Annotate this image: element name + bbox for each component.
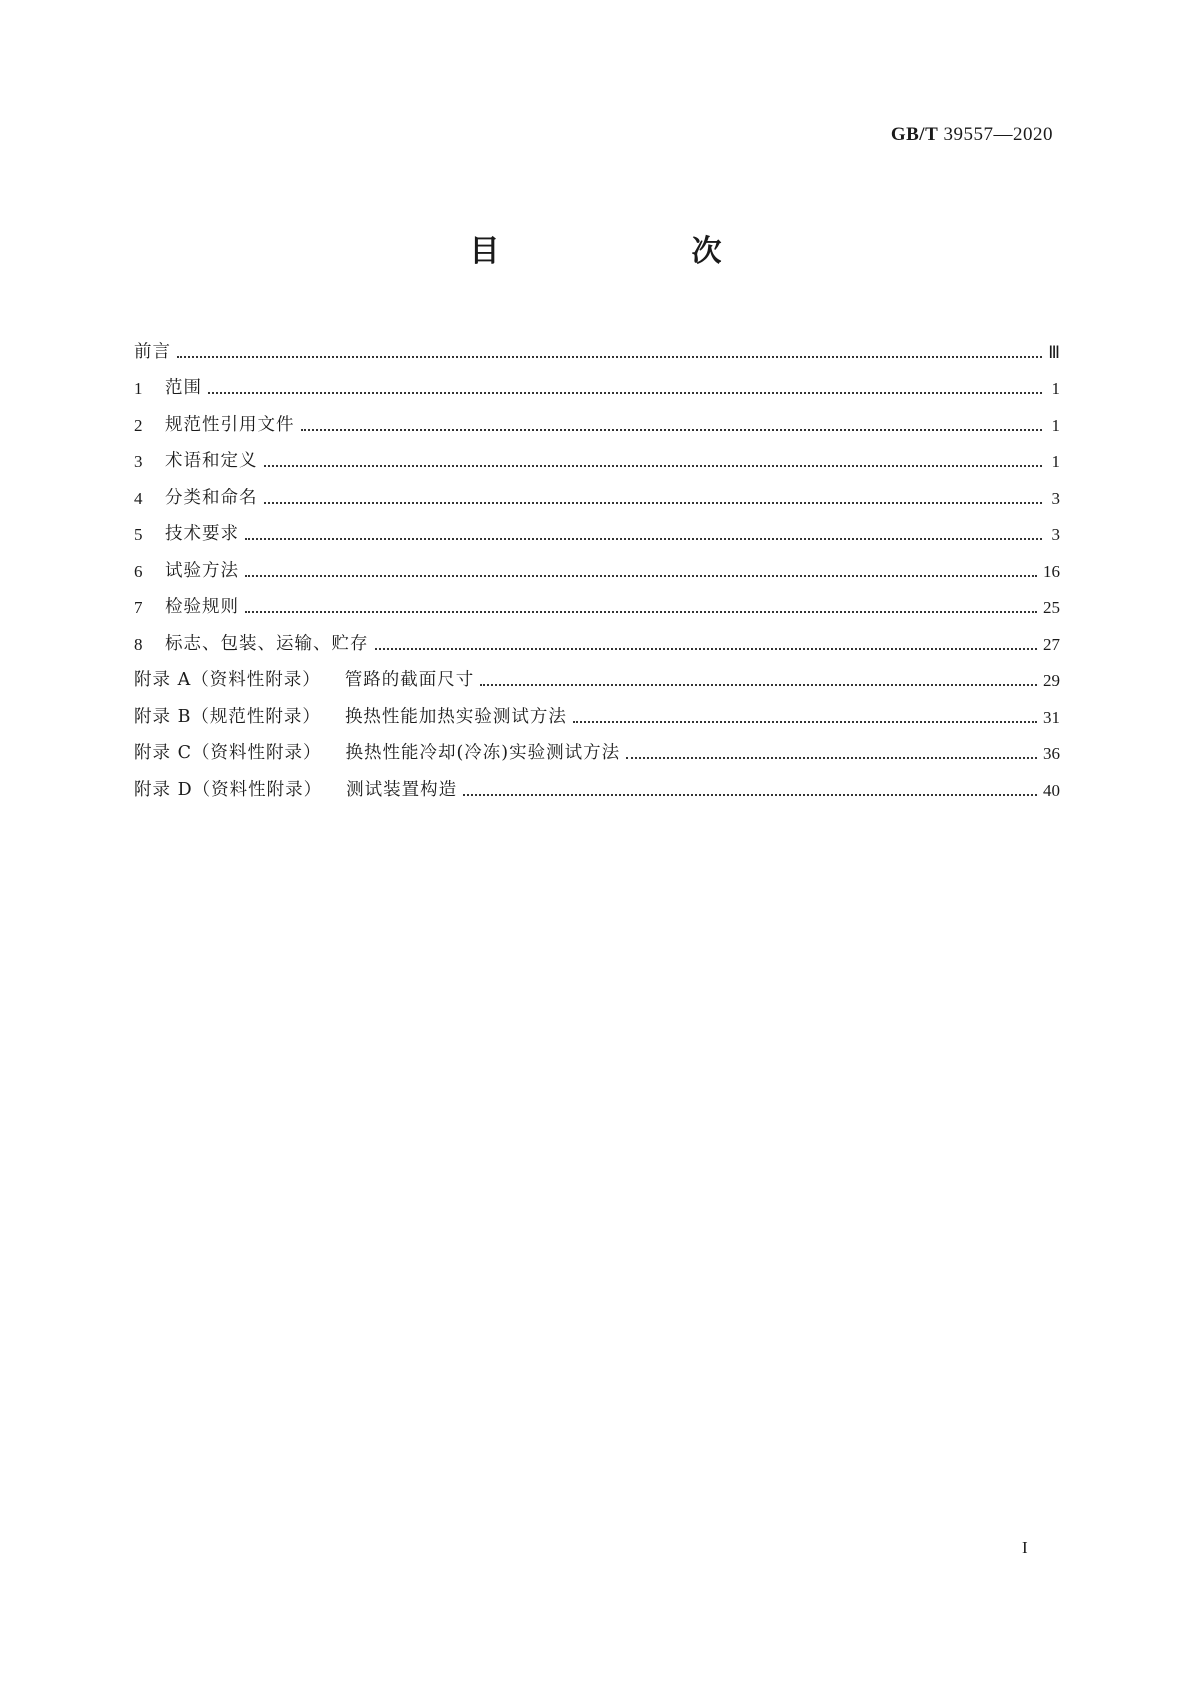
toc-entry-8[interactable] xyxy=(134,618,1060,655)
toc-entry-label xyxy=(134,739,620,764)
appendix-designation: 附录 C（资料性附录） xyxy=(134,743,322,763)
standard-code xyxy=(891,124,1053,146)
toc-entry-label: 试验方法 xyxy=(165,560,239,581)
toc-entry-label: 技术要求 xyxy=(165,524,239,544)
toc-entry-page: 1 xyxy=(1051,379,1060,398)
toc-entry-page: 31 xyxy=(1043,707,1060,727)
toc-leader-dots xyxy=(573,721,1037,723)
appendix-title: 换热性能加热实验测试方法 xyxy=(344,706,567,727)
toc-entry-number: 1 xyxy=(134,379,143,398)
toc-entry-label: 标志、包装、运输、贮存 xyxy=(165,633,369,654)
toc-entry-label: 前言 xyxy=(134,341,171,362)
toc-entry-number: 4 xyxy=(134,488,143,508)
appendix-title: 管路的截面尺寸 xyxy=(344,670,475,690)
toc-entry-page: 36 xyxy=(1043,744,1060,763)
toc-leader-dots xyxy=(245,538,1042,540)
toc-entry-number: 8 xyxy=(134,634,143,654)
toc-entry-number: 6 xyxy=(134,561,143,581)
toc-entry-number: 2 xyxy=(134,415,143,435)
toc-leader-dots xyxy=(626,757,1037,759)
toc-entry-number: 5 xyxy=(134,525,143,544)
toc-entry-label: 规范性引用文件 xyxy=(165,414,295,435)
toc-leader-dots xyxy=(177,356,1042,358)
toc-entry-page: 25 xyxy=(1043,598,1060,617)
toc-entry-number: 3 xyxy=(134,452,143,471)
toc-entry-page: 27 xyxy=(1043,634,1060,654)
toc-entry-7[interactable] xyxy=(134,582,1060,619)
toc-entry-4[interactable] xyxy=(134,472,1060,509)
page-number: I xyxy=(1022,1538,1028,1557)
toc-entry-3[interactable] xyxy=(134,436,1060,473)
table-of-contents xyxy=(134,326,1060,801)
toc-leader-dots xyxy=(301,429,1043,431)
toc-entry-foreword[interactable] xyxy=(134,326,1060,363)
toc-leader-dots xyxy=(208,392,1042,394)
toc-entry-label xyxy=(134,666,474,691)
standard-number: 39557—2020 xyxy=(943,124,1053,145)
toc-entry-appendix-a[interactable] xyxy=(134,655,1060,692)
toc-entry-label xyxy=(134,776,457,801)
toc-entry-label xyxy=(134,703,567,728)
appendix-designation: 附录 A（资料性附录） xyxy=(134,670,321,690)
appendix-title: 测试装置构造 xyxy=(346,779,458,800)
toc-entry-page: 3 xyxy=(1051,525,1060,544)
toc-entry-page: 1 xyxy=(1051,415,1060,435)
toc-entry-1[interactable] xyxy=(134,363,1060,400)
toc-entry-appendix-c[interactable] xyxy=(134,728,1060,765)
toc-title: 目 次 xyxy=(469,234,766,269)
toc-entry-appendix-b[interactable] xyxy=(134,691,1060,728)
toc-entry-page: Ⅲ xyxy=(1048,342,1060,362)
toc-leader-dots xyxy=(245,611,1037,613)
toc-entry-page: 3 xyxy=(1051,488,1060,508)
standard-prefix: GB/T xyxy=(890,124,939,145)
toc-entry-appendix-d[interactable] xyxy=(134,764,1060,801)
toc-entry-label: 分类和命名 xyxy=(165,487,258,508)
toc-leader-dots xyxy=(375,648,1038,650)
toc-leader-dots xyxy=(480,684,1037,686)
toc-entry-label: 范围 xyxy=(165,378,202,398)
toc-entry-5[interactable] xyxy=(134,509,1060,546)
toc-entry-number: 7 xyxy=(134,598,143,617)
toc-leader-dots xyxy=(264,502,1043,504)
toc-entry-page: 40 xyxy=(1043,780,1060,800)
toc-leader-dots xyxy=(245,575,1037,577)
toc-leader-dots xyxy=(264,465,1043,467)
toc-entry-page: 1 xyxy=(1051,452,1060,471)
appendix-title: 换热性能冷却(冷冻)实验测试方法 xyxy=(345,743,621,763)
toc-entry-page: 16 xyxy=(1043,561,1060,581)
toc-entry-2[interactable] xyxy=(134,399,1060,436)
toc-leader-dots xyxy=(463,794,1037,796)
toc-entry-6[interactable] xyxy=(134,545,1060,582)
toc-entry-page: 29 xyxy=(1043,671,1060,690)
toc-entry-label: 术语和定义 xyxy=(165,451,258,471)
appendix-designation: 附录 B（规范性附录） xyxy=(134,706,321,727)
toc-entry-label: 检验规则 xyxy=(165,597,239,617)
appendix-designation: 附录 D（资料性附录） xyxy=(134,779,323,800)
